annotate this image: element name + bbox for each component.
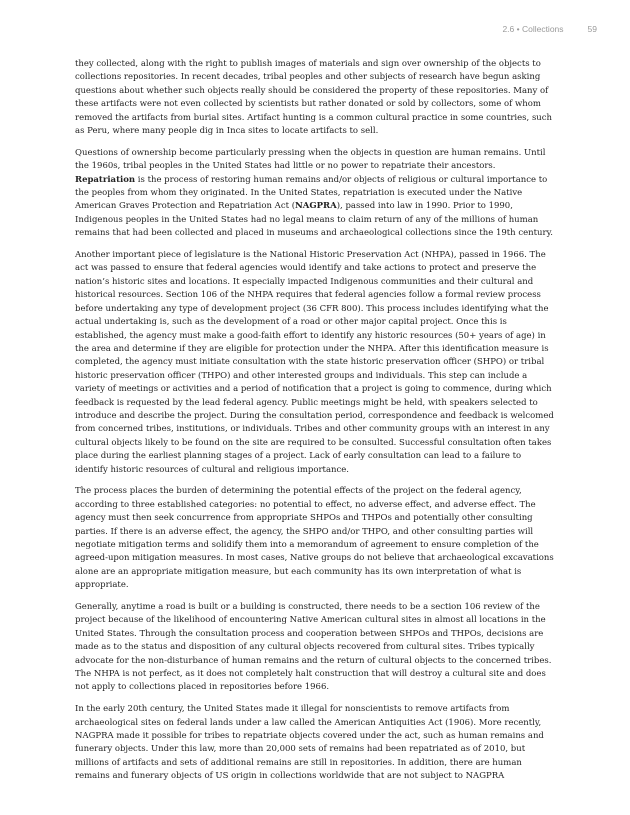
paragraph-2 [75,147,554,241]
paragraph-2-part-1: Questions of ownership become particularly pressing when the objects in question are human remains. Until the 1960s, tribal peoples in the United States had little or no power to repatriate their ancestors. [75,147,546,172]
page-number: 59 [587,24,597,34]
paragraph-5: Generally, anytime a road is built or a building is constructed, there needs to be a section 106 review of the project because of the likelihood of encountering Native American cultural sites in almost all locations in the United States. Through the consultation process and cooperation between SHPOs and THPOs, decisions are made as to the status and disposition of any cultural objects recovered from cultural sites. Tribes typically advocate for the non-disturbance of human remains and the return of cultural objects to the concerned tribes. The NHPA is not perfect, as it does not completely halt construction that will destroy a cultural site and does not apply to collections placed in repositories before 1966. [75,602,552,693]
paragraph-2-part-2: is the process of restoring human remains and/or objects of religious or cultural importance to the peoples from whom they originated. In the United States, repatriation is executed under the Native American Graves Protection and Repatriation Act ( [75,174,548,212]
running-header [502,24,597,34]
key-term-repatriation: Repatriation [75,174,136,185]
section-title: 2.6 • Collections [502,24,564,34]
paragraph-3: Another important piece of legislature is the National Historic Preservation Act (NHPA), passed in 1966. The act was passed to ensure that federal agencies would identify and take actions to protect and preserve the nation’s historic sites and locations. It especially impacted Indigenous communities and their cultural and historical resources. Section 106 of the NHPA requires that federal agencies follow a formal review process before undertaking any type of development project (36 CFR 800). This process includes identifying what the actual undertaking is, such as the development of a road or other major capital project. Once this is established, the agency must make a good-faith effort to identify any historic resources (50+ years of age) in the area and determine if they are eligible for protection under the NHPA. After this identification measure is completed, the agency must initiate consultation with the state historic preservation officer (SHPO) or tribal historic preservation officer (THPO) and other interested groups and individuals. This step can include a variety of meetings or activities and a period of notification that a project is going to commence, during which feedback is requested by the lead federal agency. Public meetings might be held, with speakers selected to introduce and describe the project. During the consultation period, correspondence and feedback is welcomed from concerned tribes, institutions, or individuals. Tribes and other community groups with an interest in any cultural objects likely to be found on the site are required to be consulted. Successful consultation often takes place during the earliest planning stages of a project. Lack of early consultation can lead to a failure to identify historic resources of cultural and religious importance. [75,250,554,475]
body-text [75,58,554,792]
paragraph-2-part-3: ), passed into law in 1990. Prior to 1990, Indigenous peoples in the United States had no legal means to claim return of any of the millions of human remains that had been collected and placed in museums and archaeological collections since the 19th century. [75,201,553,239]
paragraph-4: The process places the burden of determining the potential effects of the project on the federal agency, according to three established categories: no potential to effect, no adverse effect, and adverse effect. The agency must then seek concurrence from appropriate SHPOs and THPOs and potentially other consulting parties. If there is an adverse effect, the agency, the SHPO and/or THPO, and other consulting parties will negotiate mitigation terms and solidify them into a memorandum of agreement to ensure completion of the agreed-upon mitigation measures. In most cases, Native groups do not believe that archaeological excavations alone are an appropriate mitigation measure, but each community has its own interpretation of what is appropriate. [75,486,554,591]
key-term-nagpra: NAGPRA [295,201,337,212]
paragraph-1: they collected, along with the right to publish images of materials and sign over ownership of the objects to collections repositories. In recent decades, tribal peoples and other subjects of research have begun asking questions about whether such objects really should be considered the property of these repositories. Many of these artifacts were not even collected by scientists but rather donated or sold by collectors, some of whom removed the artifacts from burial sites. Artifact hunting is a common cultural practice in some countries, such as Peru, where many people dig in Inca sites to locate artifacts to sell. [75,59,553,137]
paragraph-6: In the early 20th century, the United States made it illegal for nonscientists to remove artifacts from archaeological sites on federal lands under a law called the American Antiquities Act (1906). More recently, NAGPRA made it possible for tribes to repatriate objects covered under the act, such as human remains and funerary objects. Under this law, more than 20,000 sets of remains had been repatriated as of 2010, but millions of artifacts and sets of additional remains are still in repositories. In addition, there are human remains and funerary objects of US origin in collections worldwide that are not subject to NAGPRA [75,704,544,782]
